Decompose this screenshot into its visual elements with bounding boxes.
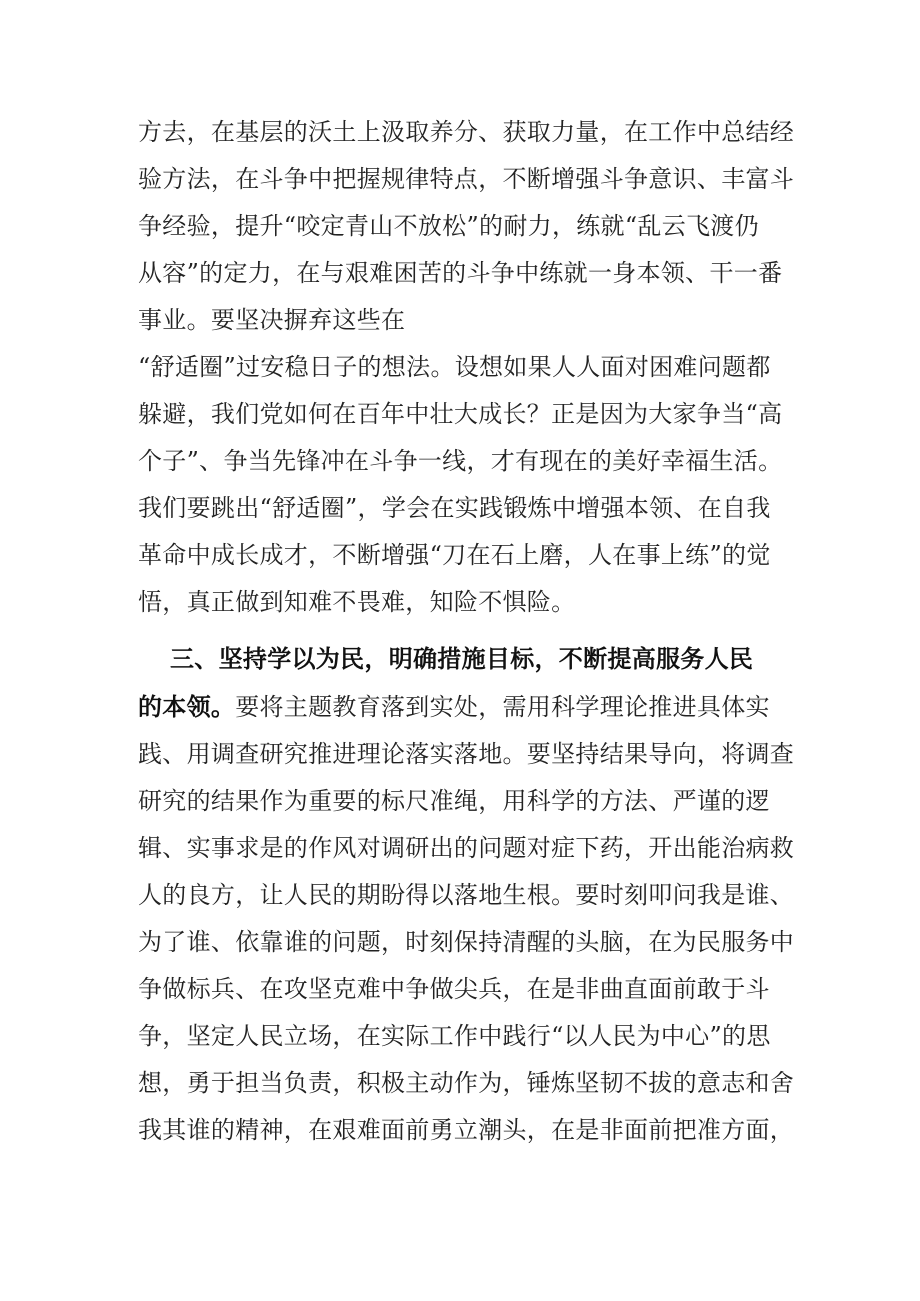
text-line: 革命中成长成才，不断增强“刀在石上磨，人在事上练”的觉 — [138, 541, 771, 569]
text-line: 辑、实事求是的作风对调研出的问题对症下药，开出能治病救 — [138, 834, 795, 862]
text-line: 人的良方，让人民的期盼得以落地生根。要时刻叩问我是谁、 — [138, 881, 795, 909]
text-line: 事业。要坚决摒弃这些在 — [138, 306, 406, 334]
text-line: 悟，真正做到知难不畏难，知险不惧险。 — [138, 588, 576, 616]
text-line: 验方法，在斗争中把握规律特点，不断增强斗争意识、丰富斗 — [138, 165, 795, 193]
section-heading: 三、坚持学以为民，明确措施目标，不断提高服务人民 — [170, 645, 754, 673]
heading-continuation-line — [138, 687, 788, 727]
text-line: “舒适圈”过安稳日子的想法。设想如果人人面对困难问题都 — [138, 353, 771, 381]
text-line: 躲避，我们党如何在百年中壮大成长？正是因为大家争当“高 — [138, 400, 783, 428]
text-line: 争，坚定人民立场，在实际工作中践行“以人民为中心”的思 — [138, 1022, 771, 1050]
section-heading-end: 的本领。 — [138, 693, 236, 721]
text-line: 我其谁的精神，在艰难面前勇立潮头，在是非面前把准方面， — [138, 1116, 795, 1144]
text-line: 我们要跳出“舒适圈”，学会在实践锻炼中增强本领、在自我 — [138, 494, 771, 522]
text-line: 争做标兵、在攻坚克难中争做尖兵，在是非曲直面前敢于斗 — [138, 975, 770, 1003]
text-line: 方去，在基层的沃土上汲取养分、获取力量，在工作中总结经 — [138, 118, 795, 146]
text-line: 践、用调查研究推进理论落实落地。要坚持结果导向，将调查 — [138, 740, 795, 768]
text-line: 个子”、争当先锋冲在斗争一线，才有现在的美好幸福生活。 — [138, 447, 783, 475]
text-line: 为了谁、依靠谁的问题，时刻保持清醒的头脑，在为民服务中 — [138, 928, 795, 956]
text-line: 研究的结果作为重要的标尺准绳，用科学的方法、严谨的逻 — [138, 787, 770, 815]
text-line: 争经验，提升“咬定青山不放松”的耐力，练就“乱云飞渡仍 — [138, 212, 759, 240]
paragraph-text: 要将主题教育落到实处，需用科学理论推进具体实 — [235, 693, 770, 721]
text-line: 想，勇于担当负责，积极主动作为，锤炼坚韧不拔的意志和舍 — [138, 1069, 795, 1097]
text-line: 从容”的定力，在与艰难困苦的斗争中练就一身本领、干一番 — [138, 259, 783, 287]
